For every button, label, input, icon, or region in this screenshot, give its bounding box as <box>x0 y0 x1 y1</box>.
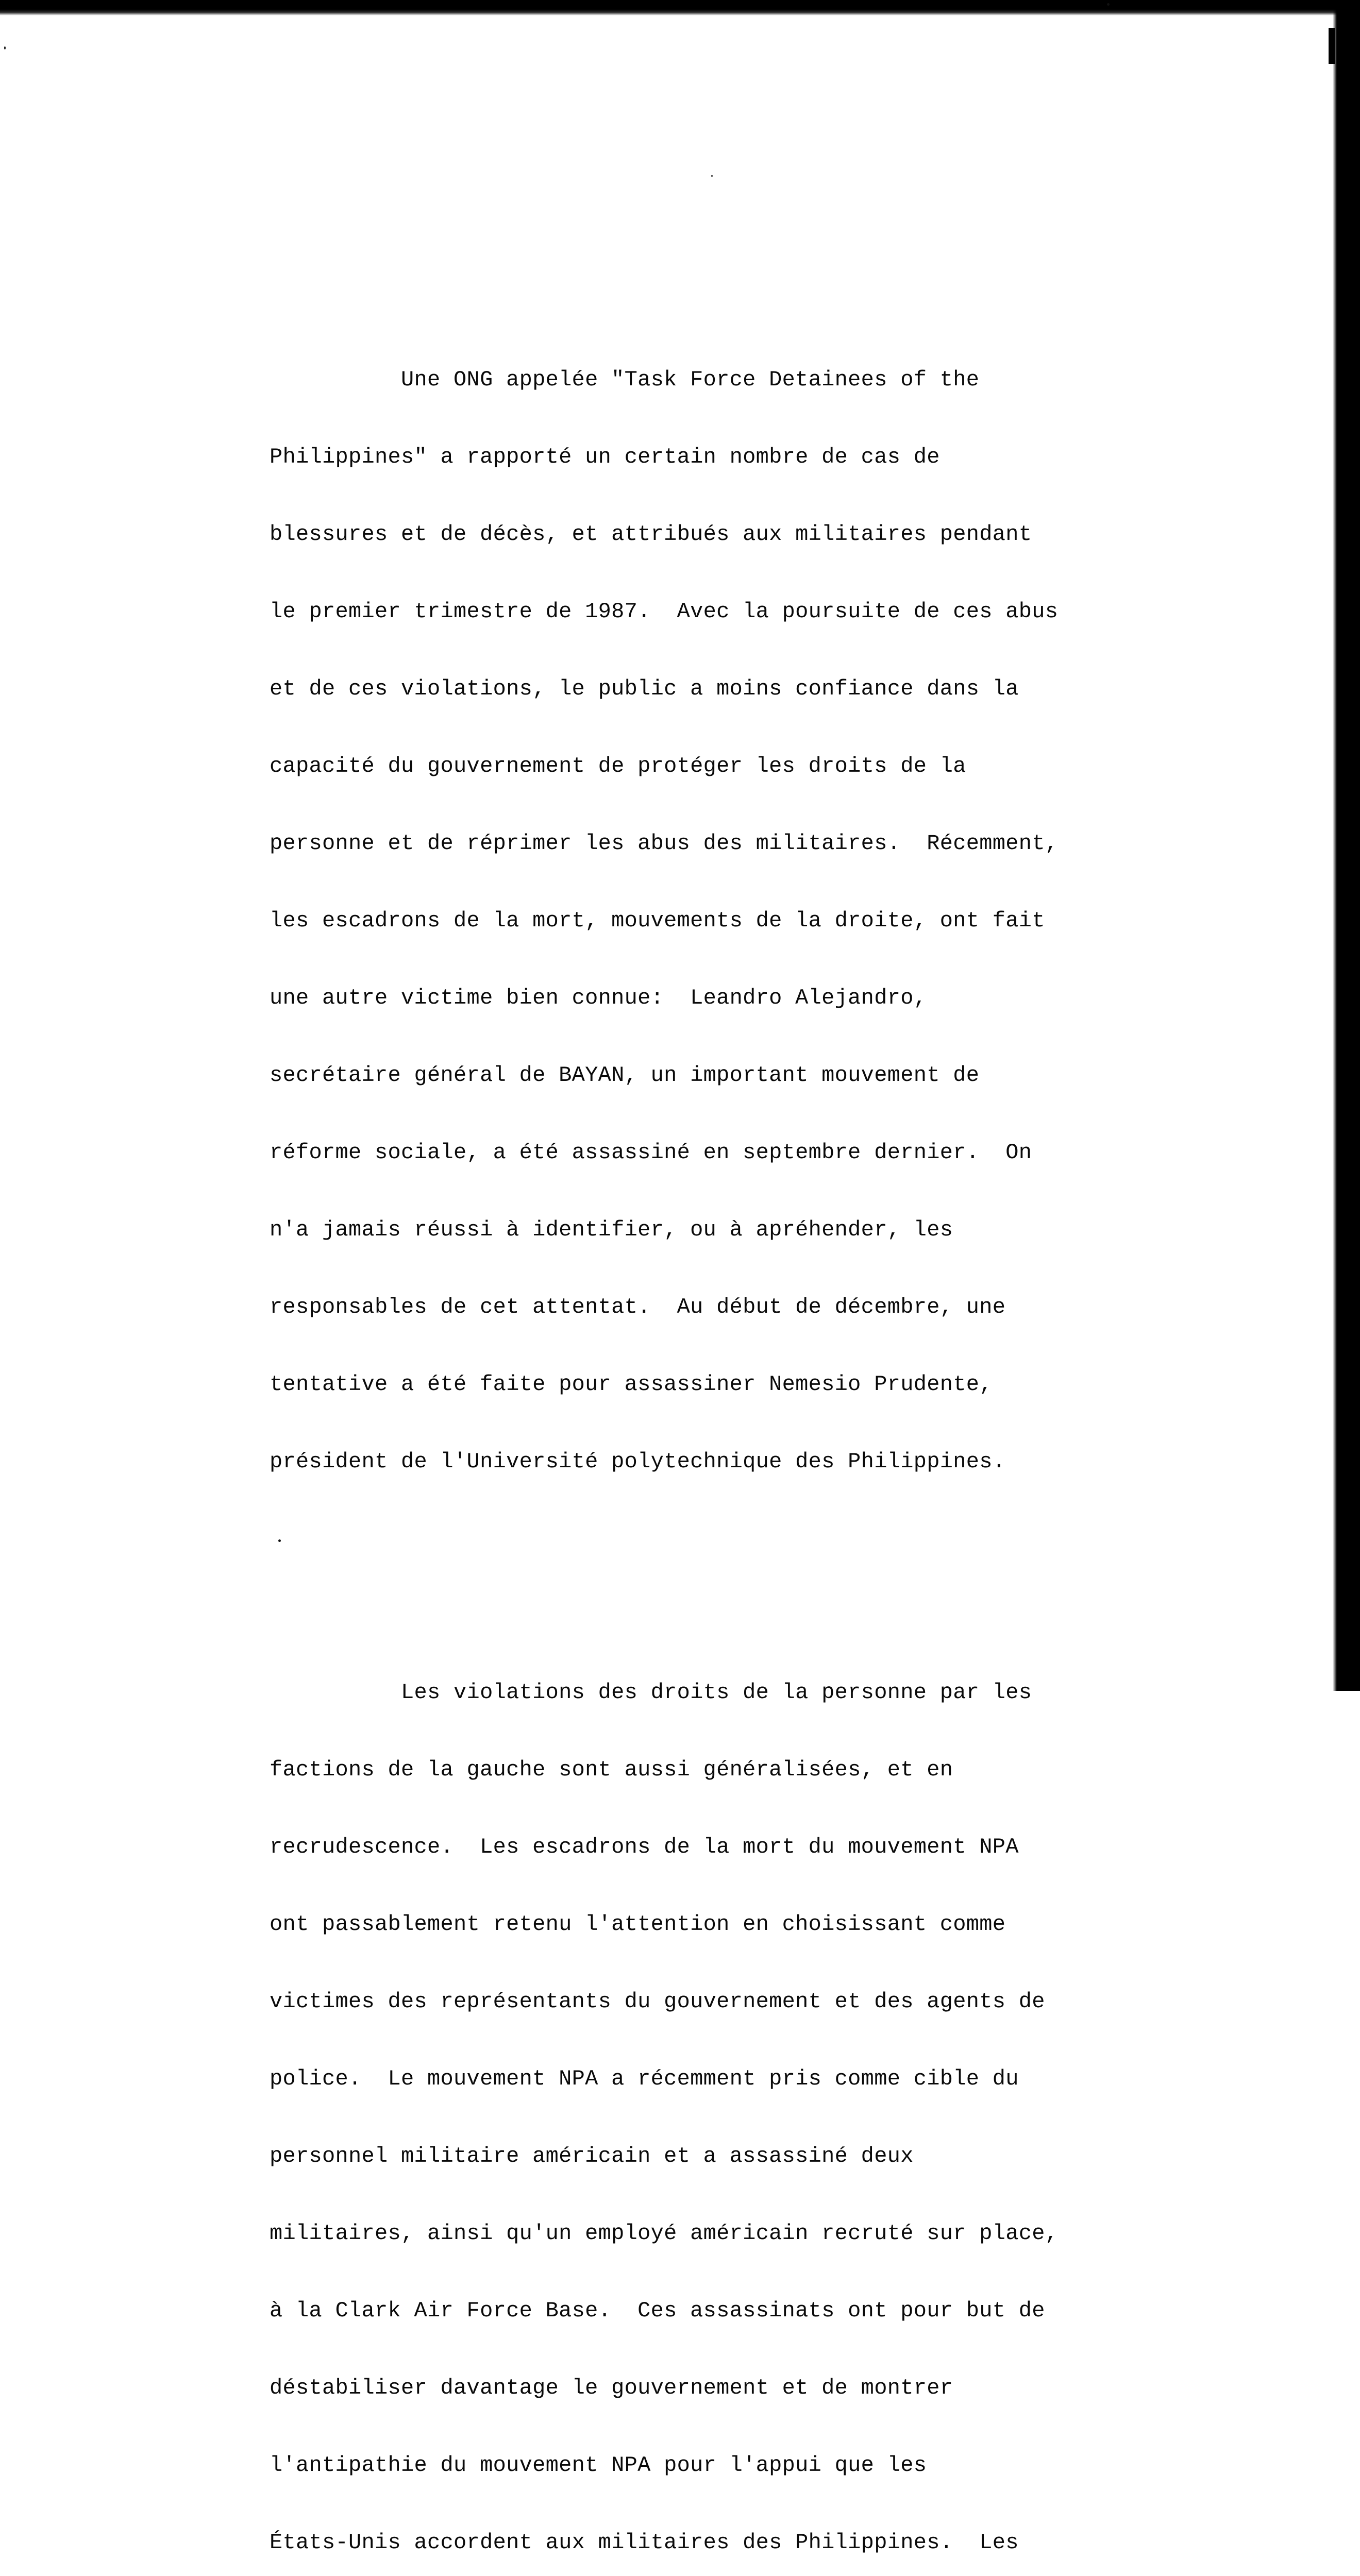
paragraph-2 <box>270 1628 1269 2576</box>
text-line: personnel militaire américain et a assassiné deux <box>270 2144 914 2168</box>
scan-speck <box>711 175 713 177</box>
paragraph-1 <box>270 315 1269 1526</box>
text-line: une autre victime bien connue: Leandro Alejandro, <box>270 986 927 1010</box>
text-line: n'a jamais réussi à identifier, ou à apréhender, les <box>270 1217 953 1242</box>
scan-top-border <box>0 0 1360 15</box>
text-line: et de ces violations, le public a moins confiance dans la <box>270 676 1019 701</box>
text-line: ont passablement retenu l'attention en choisissant comme <box>270 1912 1006 1937</box>
scan-speck <box>4 46 6 49</box>
scan-right-border <box>1333 0 1360 1691</box>
text-line: secrétaire général de BAYAN, un important mouvement de <box>270 1063 980 1088</box>
text-line: personne et de réprimer les abus des militaires. Récemment, <box>270 831 1059 856</box>
text-line: le premier trimestre de 1987. Avec la poursuite de ces abus <box>270 599 1059 624</box>
text-line: factions de la gauche sont aussi généralisées, et en <box>270 1757 953 1782</box>
text-line: Les violations des droits de la personne par les <box>270 1680 1032 1705</box>
scan-speck <box>1107 3 1110 6</box>
document-body <box>270 238 1269 2576</box>
text-line: recrudescence. Les escadrons de la mort du mouvement NPA <box>270 1835 1019 1859</box>
text-line: déstabiliser davantage le gouvernement et de montrer <box>270 2376 953 2400</box>
text-line: militaires, ainsi qu'un employé américain recruté sur place, <box>270 2221 1059 2246</box>
text-line: tentative a été faite pour assassiner Nemesio Prudente, <box>270 1372 993 1397</box>
text-line: Philippines" a rapporté un certain nombre de cas de <box>270 445 940 469</box>
text-line: États-Unis accordent aux militaires des Philippines. Les <box>270 2530 1019 2555</box>
text-line: victimes des représentants du gouvernement et des agents de <box>270 1989 1045 2014</box>
text-line: capacité du gouvernement de protéger les droits de la <box>270 754 966 778</box>
text-line: les escadrons de la mort, mouvements de la droite, ont fait <box>270 908 1045 933</box>
scan-right-notch <box>1329 28 1335 64</box>
text-line: police. Le mouvement NPA a récemment pris comme cible du <box>270 2066 1019 2091</box>
text-line: Une ONG appelée "Task Force Detainees of the <box>270 367 980 392</box>
text-line: réforme sociale, a été assassiné en septembre dernier. On <box>270 1140 1032 1165</box>
text-line: responsables de cet attentat. Au début de décembre, une <box>270 1295 1006 1319</box>
text-line: l'antipathie du mouvement NPA pour l'appui que les <box>270 2453 927 2478</box>
text-line: président de l'Université polytechnique des Philippines. <box>270 1449 1006 1474</box>
text-line: blessures et de décès, et attribués aux militaires pendant <box>270 522 1032 547</box>
text-line: à la Clark Air Force Base. Ces assassinats ont pour but de <box>270 2298 1045 2323</box>
